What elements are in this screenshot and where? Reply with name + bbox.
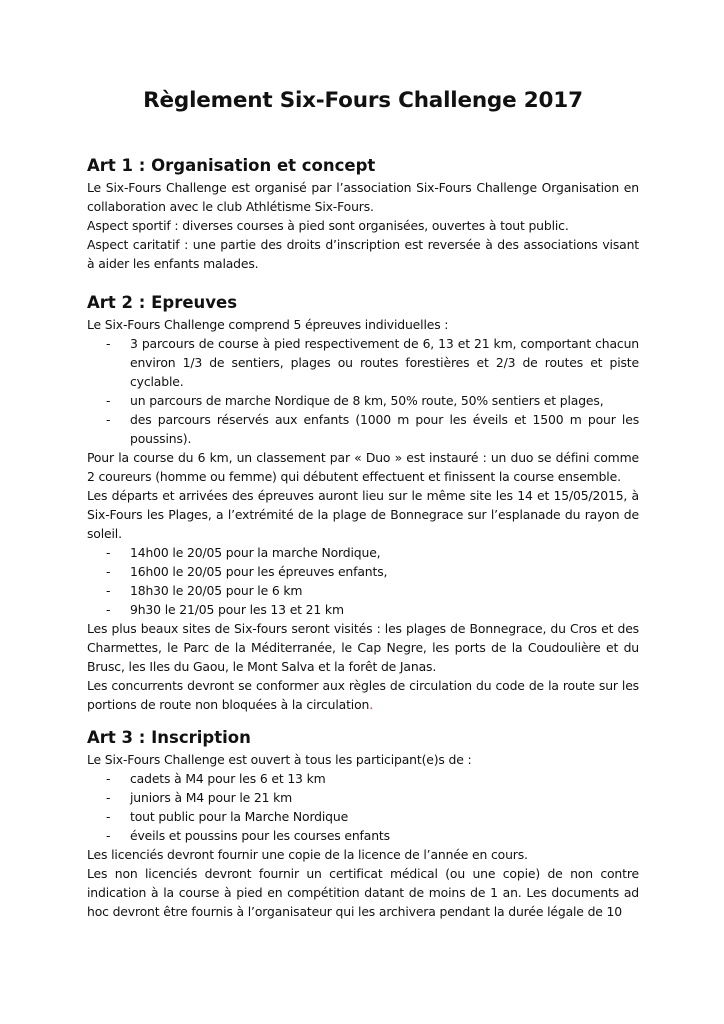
non-licence-paragraph: Les non licenciés devront fournir un certificat médical (ou une copie) de non contre indication à la course à pied en compétition datant de moins de 1 an. Les documents ad hoc devront être fournis à l’organisateur qui les archivera pendant la durée légale de 10 [87, 866, 639, 919]
article-1 [87, 154, 639, 273]
categories-list [87, 769, 639, 845]
list-item: - juniors à M4 pour le 21 km [106, 790, 293, 805]
article-1-paragraph-caritatif: Aspect caritatif : une partie des droits d’inscription est reversée à des associations visant à aider les enfants malades. [87, 237, 639, 271]
dash-bullet: - [106, 336, 111, 351]
list-item: - 3 parcours de course à pied respectivement de 6, 13 et 21 km, comportant chacun environ 1/3 de sentiers, plages ou routes forestières et 2/3 de routes et piste cyclable. [106, 336, 639, 389]
dash-bullet: - [106, 412, 111, 427]
article-1-paragraph-organisation: Le Six-Fours Challenge est organisé par l’association Six-Fours Challenge Organisation en collaboration avec le club Athlétisme Six-Fours. [87, 180, 639, 214]
article-1-heading: Art 1 : Organisation et concept [87, 156, 376, 175]
list-item: - 18h30 le 20/05 pour le 6 km [106, 583, 303, 598]
red-period-mark: . [369, 697, 374, 712]
dash-bullet: - [106, 828, 111, 843]
dash-bullet: - [106, 790, 111, 805]
schedule-list [87, 543, 639, 619]
licence-paragraph: Les licenciés devront fournir une copie de la licence de l’année en cours. [87, 847, 528, 862]
list-item: - 14h00 le 20/05 pour la marche Nordique, [106, 545, 381, 560]
list-item: - des parcours réservés aux enfants (1000 m pour les éveils et 1500 m pour les poussins). [106, 412, 639, 446]
list-item: - tout public pour la Marche Nordique [106, 809, 349, 824]
article-1-paragraph-sportif: Aspect sportif : diverses courses à pied sont organisées, ouvertes à tout public. [87, 218, 569, 233]
dash-bullet: - [106, 545, 111, 560]
list-item: - cadets à M4 pour les 6 et 13 km [106, 771, 326, 786]
duo-paragraph: Pour la course du 6 km, un classement par « Duo » est instauré : un duo se défini comme 2 coureurs (homme ou femme) qui débutent effectuent et finissent la course ensemble. [87, 450, 639, 484]
article-3 [87, 726, 639, 921]
document-title: Règlement Six-Fours Challenge 2017 [143, 88, 583, 113]
dash-bullet: - [106, 393, 111, 408]
list-item: - éveils et poussins pour les courses enfants [106, 828, 390, 843]
dash-bullet: - [106, 809, 111, 824]
dash-bullet: - [106, 583, 111, 598]
list-item: - 16h00 le 20/05 pour les épreuves enfants, [106, 564, 388, 579]
article-2 [87, 291, 639, 714]
dash-bullet: - [106, 602, 111, 617]
article-2-intro: Le Six-Fours Challenge comprend 5 épreuves individuelles : [87, 317, 449, 332]
article-3-heading: Art 3 : Inscription [87, 728, 251, 747]
article-2-heading: Art 2 : Epreuves [87, 293, 238, 312]
events-list [87, 334, 639, 448]
rules-paragraph: Les concurrents devront se conformer aux règles de circulation du code de la route sur les portions de route non bloquées à la circulation. [87, 678, 639, 712]
location-paragraph: Les départs et arrivées des épreuves auront lieu sur le même site les 14 et 15/05/2015, à Six-Fours les Plages, a l’extrémité de la plage de Bonnegrace sur l’esplanade du rayon de soleil. [87, 488, 639, 541]
dash-bullet: - [106, 771, 111, 786]
sites-paragraph: Les plus beaux sites de Six-fours seront visités : les plages de Bonnegrace, du Cros et des Charmettes, le Parc de la Méditerranée, le Cap Negre, les ports de la Coudoulière et du Brusc, les Iles du Gaou, le Mont Salva et la forêt de Janas. [87, 621, 639, 674]
list-item: - un parcours de marche Nordique de 8 km, 50% route, 50% sentiers et plages, [106, 393, 604, 408]
list-item: - 9h30 le 21/05 pour les 13 et 21 km [106, 602, 344, 617]
article-3-intro: Le Six-Fours Challenge est ouvert à tous les participant(e)s de : [87, 752, 472, 767]
dash-bullet: - [106, 564, 111, 579]
